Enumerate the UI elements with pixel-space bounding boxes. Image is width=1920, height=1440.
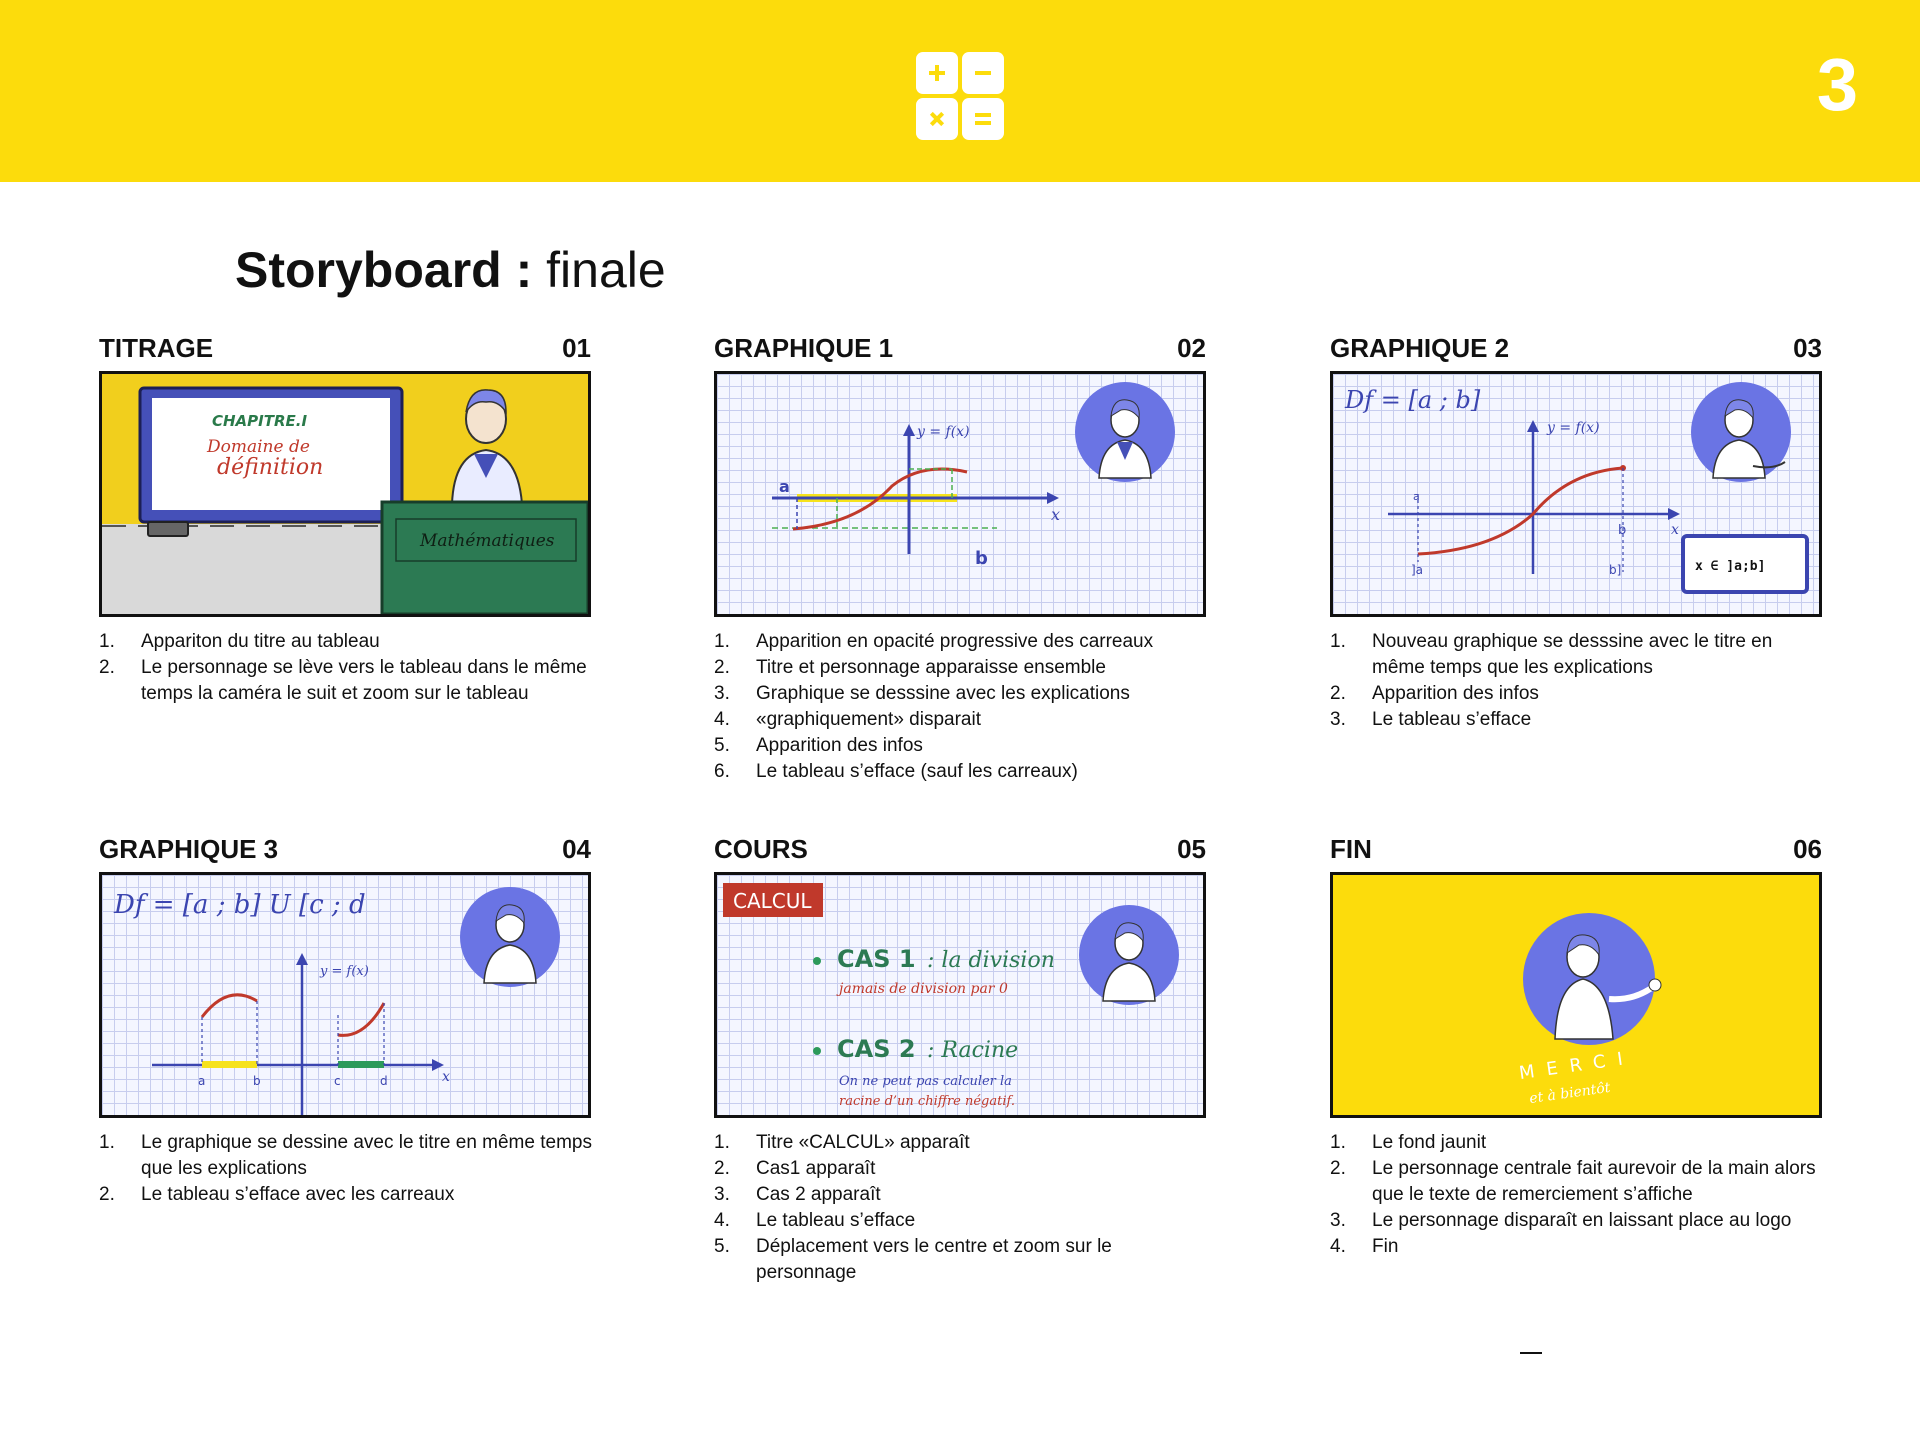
cas2-title: CAS 2: [837, 1035, 916, 1063]
domain-formula: Df = [a ; b] U [c ; d: [114, 890, 366, 920]
page-number: 3: [1816, 43, 1858, 126]
footer-dash: [1520, 1352, 1542, 1354]
list-item: 5. Apparition des infos: [714, 735, 923, 756]
title-regular: finale: [546, 242, 666, 298]
header-band: [0, 0, 1920, 182]
steps-list: [99, 1130, 599, 1208]
panel-title: GRAPHIQUE 1: [714, 333, 894, 363]
panel-graphique-2: [1330, 333, 1822, 730]
list-item: 4. «graphiquement» disparait: [714, 709, 981, 730]
cas1-name: : la division: [927, 948, 1055, 973]
list-item: 3. Cas 2 apparaît: [714, 1184, 881, 1205]
merci-text: MERCI: [1517, 1047, 1636, 1085]
graph-d-label: d: [380, 1074, 388, 1088]
graph-a-label: a: [198, 1074, 206, 1088]
graph-func-label: y = f(x): [917, 424, 970, 440]
list-item: 2. Apparition des infos: [1330, 683, 1539, 704]
panel-cours: [714, 834, 1206, 1283]
calc-label: CALCUL: [733, 889, 812, 913]
panel-title: GRAPHIQUE 3: [99, 834, 279, 864]
board-line2: définition: [217, 455, 324, 480]
scene-graphique-3: [99, 872, 591, 1118]
cas2-note-line1: On ne peut pas calculer la: [839, 1074, 1012, 1089]
panel-number: 05: [1177, 834, 1206, 864]
list-item: 2. Le personnage centrale fait aurevoir de la main alors que le texte de remerciement s’affiche: [1330, 1158, 1816, 1205]
graph-func-label: y = f(x): [1547, 420, 1600, 436]
list-item: 2. Cas1 apparaît: [714, 1158, 876, 1179]
list-item: 4. Fin: [1330, 1236, 1399, 1257]
cas2-note-line2: racine d’un chiffre négatif.: [839, 1094, 1015, 1109]
list-item: 3. Graphique se desssine avec les explications: [714, 683, 1130, 704]
calculator-icon: [916, 52, 1004, 140]
list-item: 1. Nouveau graphique se desssine avec le titre en même temps que les explications: [1330, 631, 1773, 678]
list-item: 2. Titre et personnage apparaisse ensemble: [714, 657, 1106, 678]
cas2-name: : Racine: [927, 1038, 1019, 1063]
cas1-title: CAS 1: [837, 945, 916, 973]
steps-list: [99, 629, 599, 707]
list-item: 3. Le tableau s’efface: [1330, 709, 1532, 730]
graph-x-label: x: [442, 1069, 450, 1085]
steps-list: [714, 629, 1214, 785]
graph-b-label: b: [1618, 523, 1627, 538]
scene-cours: [714, 872, 1206, 1118]
domain-formula: Df = [a ; b]: [1345, 386, 1481, 414]
graph-a-label: a: [1413, 490, 1420, 503]
list-item: 1. Titre «CALCUL» apparaît: [714, 1132, 970, 1153]
list-item: 1. Le graphique se dessine avec le titre en même temps que les explications: [99, 1132, 592, 1179]
desk-label: Mathématiques: [420, 531, 555, 551]
panel-title: GRAPHIQUE 2: [1330, 333, 1510, 363]
avatar: [1691, 382, 1791, 482]
steps-list: [1330, 1130, 1830, 1260]
graph-func-label: y = f(x): [320, 964, 369, 979]
graph-a-label: a: [779, 477, 790, 496]
graph-b-bracket: b]: [1609, 563, 1622, 577]
cas1-note: jamais de division par 0: [839, 981, 1008, 997]
graph-c-label: c: [334, 1074, 341, 1088]
panel-graphique-3: [99, 834, 592, 1205]
page-title: [235, 242, 666, 298]
avatar: [1075, 382, 1175, 482]
steps-list: [714, 1130, 1214, 1286]
panel-number: 01: [562, 333, 591, 363]
bientot-text: et à bientôt: [1528, 1079, 1612, 1108]
scene-fin: [1330, 872, 1822, 1118]
list-item: 4. Le tableau s’efface: [714, 1210, 916, 1231]
list-item: 2. Le tableau s’efface avec les carreaux: [99, 1184, 455, 1205]
scene-graphique-2: [1330, 371, 1822, 617]
avatar: [1079, 905, 1179, 1005]
list-item: 2. Le personnage se lève vers le tableau dans le même temps la caméra le suit et zoom sur le tableau: [99, 657, 587, 704]
panel-title: FIN: [1330, 834, 1372, 864]
title-bold: Storyboard :: [235, 242, 533, 298]
board-chapter: CHAPITRE.I: [212, 412, 308, 430]
graph-a-bracket: ]a: [1411, 563, 1424, 577]
avatar: [460, 887, 560, 987]
graph-x-label: x: [1671, 522, 1679, 538]
list-item: 5. Déplacement vers le centre et zoom sur le personnage: [714, 1236, 1112, 1283]
list-item: 6. Le tableau s’efface (sauf les carreaux): [714, 761, 1078, 782]
scene-titrage: [99, 371, 591, 617]
list-item: 1. Apparition en opacité progressive des carreaux: [714, 631, 1154, 652]
panel-fin: [1330, 834, 1822, 1257]
graph-b-label: b: [975, 548, 988, 569]
panel-title: TITRAGE: [99, 333, 214, 363]
panel-number: 04: [562, 834, 591, 864]
list-item: 1. Appariton du titre au tableau: [99, 631, 380, 652]
board-line1: Domaine de: [207, 437, 310, 457]
scene-graphique-1: [714, 371, 1206, 617]
graph-x-label: x: [1051, 505, 1061, 524]
panel-graphique-1: [714, 333, 1206, 782]
panel-number: 02: [1177, 333, 1206, 363]
steps-list: [1330, 629, 1830, 733]
list-item: 1. Le fond jaunit: [1330, 1132, 1487, 1153]
panel-titrage: [99, 333, 591, 704]
list-item: 3. Le personnage disparaît en laissant place au logo: [1330, 1210, 1792, 1231]
graph-b-label: b: [253, 1074, 261, 1088]
panel-number: 03: [1793, 333, 1822, 363]
panel-number: 06: [1793, 834, 1822, 864]
info-box: x ∈ ]a;b]: [1695, 559, 1766, 574]
panel-title: COURS: [714, 834, 808, 864]
